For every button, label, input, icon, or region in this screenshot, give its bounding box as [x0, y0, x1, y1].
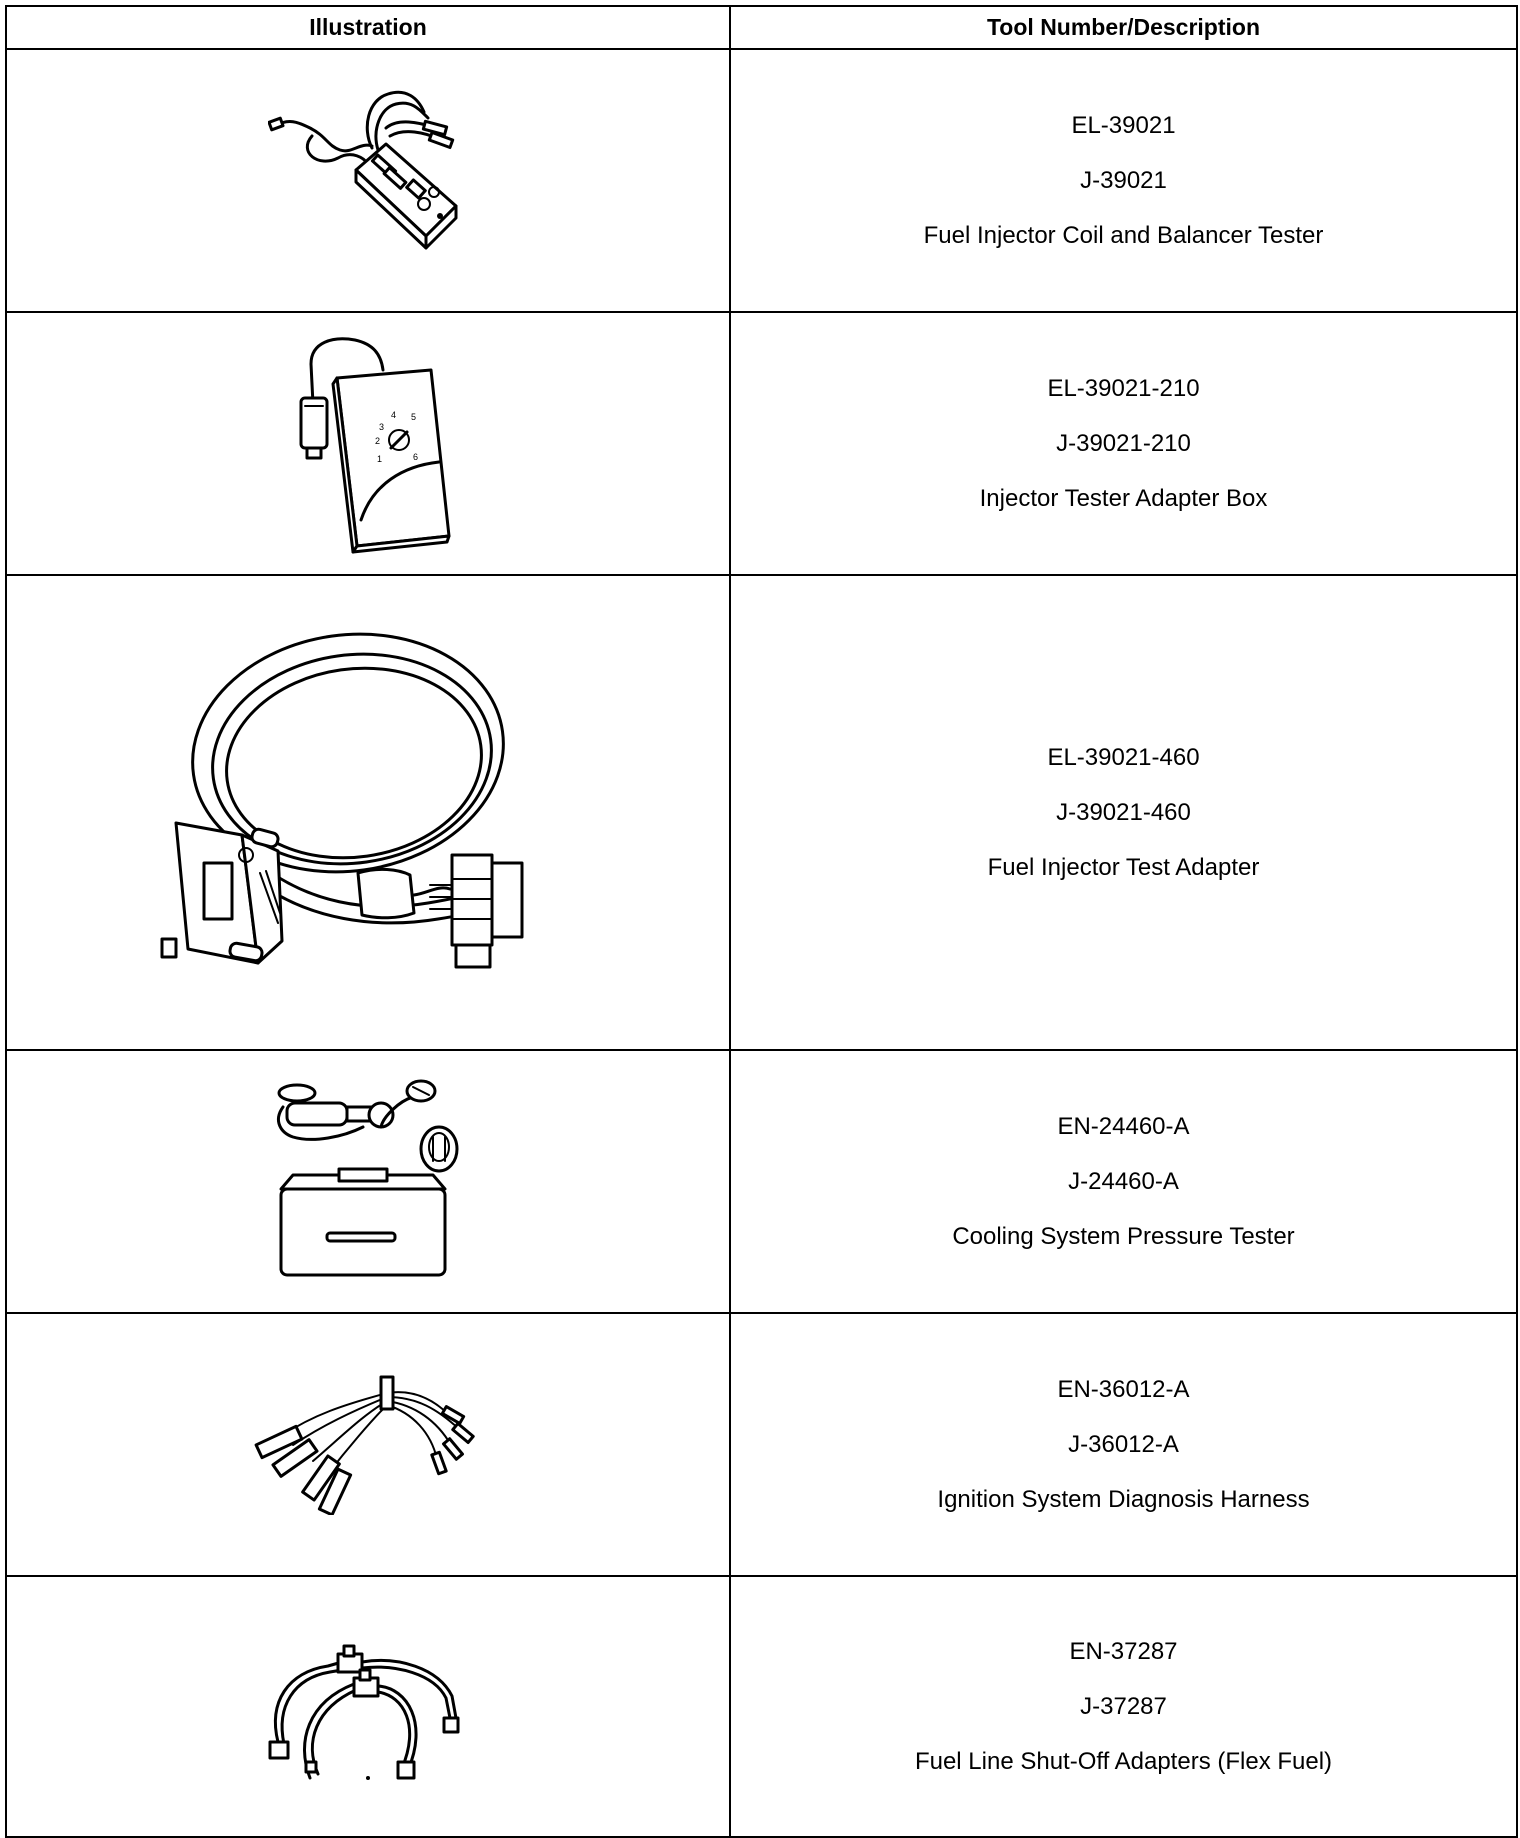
- tool-number-j: J-36012-A: [1068, 1430, 1179, 1458]
- header-tool-number-description: Tool Number/Description: [730, 6, 1517, 49]
- svg-text:2: 2: [375, 435, 381, 446]
- adapter-box-icon: [283, 334, 453, 554]
- table-row: [6, 1576, 1517, 1837]
- illustration-cell: [6, 1050, 730, 1313]
- tool-description-cell: [730, 1313, 1517, 1576]
- special-tools-table: [5, 5, 1518, 1838]
- illustration-cell: [6, 49, 730, 312]
- illustration-cell: [6, 312, 730, 575]
- tool-description: Ignition System Diagnosis Harness: [937, 1485, 1310, 1513]
- tool-description: Injector Tester Adapter Box: [979, 484, 1268, 512]
- tool-description: Fuel Injector Coil and Balancer Tester: [923, 221, 1324, 249]
- tool-description-cell: [730, 312, 1517, 575]
- header-illustration: Illustration: [6, 6, 730, 49]
- svg-text:6: 6: [413, 451, 419, 462]
- table-row: [6, 575, 1517, 1050]
- pressure-tester-icon: [263, 1077, 473, 1287]
- tool-description-cell: [730, 49, 1517, 312]
- tool-description-cell: [730, 1576, 1517, 1837]
- header-row: [6, 6, 1517, 49]
- table-row: [6, 1313, 1517, 1576]
- tool-number-j: J-24460-A: [1068, 1167, 1179, 1195]
- svg-text:4: 4: [391, 409, 397, 420]
- illustration-cell: [6, 575, 730, 1050]
- tool-description: Cooling System Pressure Tester: [952, 1222, 1295, 1250]
- table-row: [6, 1050, 1517, 1313]
- svg-text:3: 3: [379, 421, 385, 432]
- injector-tester-icon: [268, 88, 468, 273]
- tool-number-el: EL-39021: [1071, 111, 1176, 139]
- svg-text:1: 1: [377, 453, 383, 464]
- tool-number-j: J-39021: [1080, 166, 1167, 194]
- tool-number-el: EN-36012-A: [1057, 1375, 1190, 1403]
- illustration-cell: [6, 1313, 730, 1576]
- tool-number-el: EN-37287: [1069, 1637, 1178, 1665]
- shut-off-adapters-icon: [258, 1632, 478, 1782]
- tool-number-el: EN-24460-A: [1057, 1112, 1190, 1140]
- tool-description: Fuel Line Shut-Off Adapters (Flex Fuel): [914, 1747, 1333, 1775]
- illustration-cell: [6, 1576, 730, 1837]
- tool-number-j: J-39021-210: [1056, 429, 1191, 457]
- tool-description: Fuel Injector Test Adapter: [987, 853, 1260, 881]
- tool-description-cell: [730, 1050, 1517, 1313]
- ignition-harness-icon: [253, 1375, 483, 1515]
- tool-description-cell: [730, 575, 1517, 1050]
- table-row: [6, 312, 1517, 575]
- tool-number-j: J-39021-460: [1056, 798, 1191, 826]
- table-row: [6, 49, 1517, 312]
- tool-number-j: J-37287: [1080, 1692, 1167, 1720]
- svg-text:5: 5: [411, 411, 417, 422]
- tool-number-el: EL-39021-460: [1047, 743, 1200, 771]
- tool-number-el: EL-39021-210: [1047, 374, 1200, 402]
- test-adapter-harness-icon: [148, 623, 588, 1003]
